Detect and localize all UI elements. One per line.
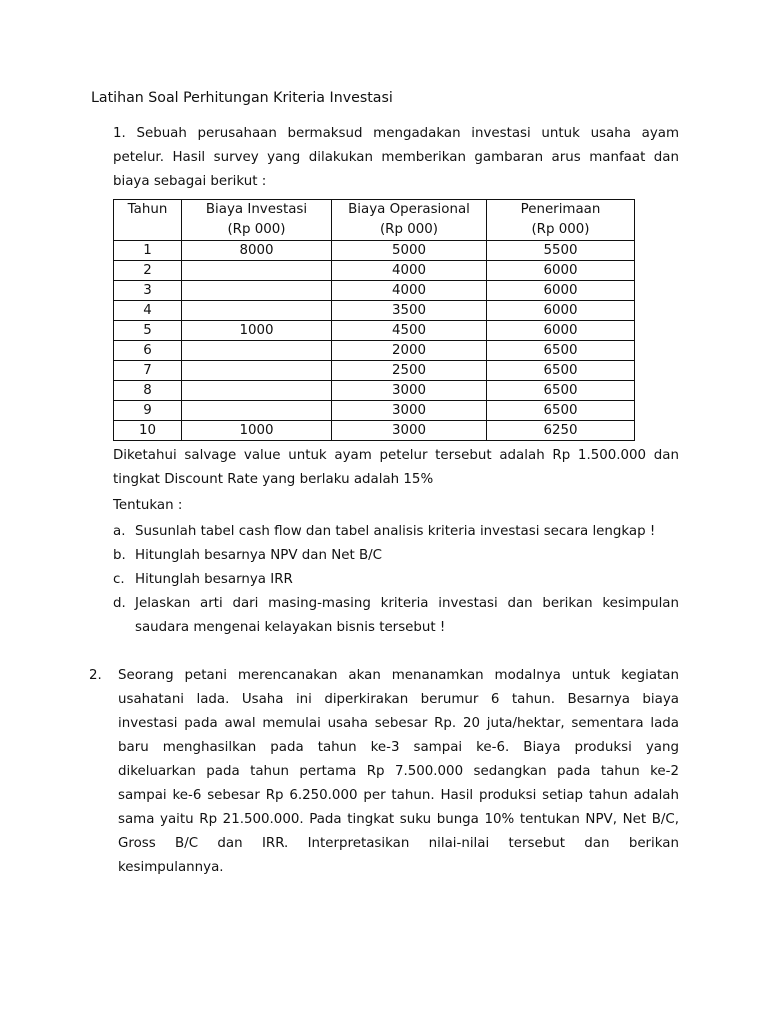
cell-investasi [182, 361, 332, 381]
table-row [114, 261, 635, 281]
problem-2-line: investasi pada awal memulai usaha sebesar Rp. 20 juta/hektar, sementara lada [118, 716, 679, 731]
tentukan-heading: Tentukan : [113, 498, 183, 513]
header-biaya-operasional: Biaya Operasional (Rp 000) [332, 200, 487, 241]
cell-operasional: 3500 [332, 301, 487, 321]
table-header-row [114, 200, 635, 241]
problem-2-line: Gross B/C dan IRR. Interpretasikan nilai-nilai tersebut dan berikan [118, 836, 679, 851]
cell-investasi: 1000 [182, 421, 332, 441]
task-label: b. [113, 548, 126, 563]
cell-operasional: 2500 [332, 361, 487, 381]
table-row [114, 321, 635, 341]
cell-tahun: 5 [114, 321, 182, 341]
list-item [113, 568, 679, 592]
table-row [114, 421, 635, 441]
problem-2-line: Seorang petani merencanakan akan menanamkan modalnya untuk kegiatan [118, 668, 679, 683]
cell-penerimaan: 6000 [487, 261, 635, 281]
header-penerimaan: Penerimaan (Rp 000) [487, 200, 635, 241]
task-text: Hitunglah besarnya NPV dan Net B/C [135, 548, 383, 563]
cell-penerimaan: 6500 [487, 381, 635, 401]
cell-investasi [182, 261, 332, 281]
cell-penerimaan: 6500 [487, 401, 635, 421]
task-label: c. [113, 572, 125, 587]
cell-operasional: 3000 [332, 421, 487, 441]
list-item [113, 592, 679, 640]
cell-investasi: 1000 [182, 321, 332, 341]
intro-line: biaya sebagai berikut : [113, 174, 267, 189]
cell-operasional: 5000 [332, 241, 487, 261]
problem-2-body [118, 664, 679, 880]
cell-investasi [182, 381, 332, 401]
cell-investasi [182, 341, 332, 361]
cell-penerimaan: 6500 [487, 341, 635, 361]
cell-tahun: 3 [114, 281, 182, 301]
cell-investasi [182, 401, 332, 421]
cell-investasi [182, 301, 332, 321]
task-label: a. [113, 524, 126, 539]
document-title: Latihan Soal Perhitungan Kriteria Investasi [91, 90, 393, 106]
cell-tahun: 10 [114, 421, 182, 441]
task-list [113, 520, 679, 640]
problem-1-intro [113, 122, 679, 194]
list-item [113, 544, 679, 568]
header-tahun: Tahun [114, 200, 182, 241]
cell-operasional: 4000 [332, 281, 487, 301]
cell-operasional: 4500 [332, 321, 487, 341]
task-text: Jelaskan arti dari masing-masing kriteria investasi dan berikan kesimpulan [135, 596, 679, 611]
problem-2-number: 2. [89, 668, 102, 683]
task-label: d. [113, 596, 126, 611]
table-row [114, 381, 635, 401]
cell-operasional: 4000 [332, 261, 487, 281]
problem-2-line: usahatani lada. Usaha ini diperkirakan berumur 6 tahun. Besarnya biaya [118, 692, 679, 707]
problem-2-line: dikeluarkan pada tahun pertama Rp 7.500.000 sedangkan pada tahun ke-2 [118, 764, 679, 779]
cell-tahun: 4 [114, 301, 182, 321]
cell-investasi: 8000 [182, 241, 332, 261]
cell-tahun: 9 [114, 401, 182, 421]
cell-penerimaan: 6000 [487, 281, 635, 301]
cell-tahun: 7 [114, 361, 182, 381]
table-row [114, 301, 635, 321]
cell-operasional: 2000 [332, 341, 487, 361]
cell-operasional: 3000 [332, 401, 487, 421]
cell-penerimaan: 5500 [487, 241, 635, 261]
intro-line: 1. Sebuah perusahaan bermaksud mengadakan investasi untuk usaha ayam [113, 126, 679, 141]
given-line: tingkat Discount Rate yang berlaku adalah 15% [113, 472, 434, 487]
cell-tahun: 8 [114, 381, 182, 401]
table-row [114, 361, 635, 381]
given-line: Diketahui salvage value untuk ayam petelur tersebut adalah Rp 1.500.000 dan [113, 448, 679, 463]
task-text: Hitunglah besarnya IRR [135, 572, 293, 587]
cash-flow-table [113, 199, 635, 441]
problem-2-line: baru menghasilkan pada tahun ke-3 sampai ke-6. Biaya produksi yang [118, 740, 679, 755]
intro-line: petelur. Hasil survey yang dilakukan memberikan gambaran arus manfaat dan [113, 150, 679, 165]
cell-penerimaan: 6000 [487, 321, 635, 341]
table-row [114, 281, 635, 301]
task-text: saudara mengenai kelayakan bisnis tersebut ! [135, 620, 446, 635]
list-item [113, 520, 679, 544]
cell-tahun: 2 [114, 261, 182, 281]
problem-2-line: sampai ke-6 sebesar Rp 6.250.000 per tahun. Hasil produksi setiap tahun adalah [118, 788, 679, 803]
problem-2-line: kesimpulannya. [118, 860, 224, 875]
cell-operasional: 3000 [332, 381, 487, 401]
cell-penerimaan: 6500 [487, 361, 635, 381]
header-biaya-investasi: Biaya Investasi (Rp 000) [182, 200, 332, 241]
table-row [114, 401, 635, 421]
cell-penerimaan: 6000 [487, 301, 635, 321]
problem-2-line: sama yaitu Rp 21.500.000. Pada tingkat suku bunga 10% tentukan NPV, Net B/C, [118, 812, 679, 827]
task-text: Susunlah tabel cash flow dan tabel analisis kriteria investasi secara lengkap ! [135, 524, 656, 539]
table-row [114, 241, 635, 261]
problem-1-given [113, 444, 679, 492]
cell-investasi [182, 281, 332, 301]
cell-penerimaan: 6250 [487, 421, 635, 441]
table-row [114, 341, 635, 361]
cell-tahun: 6 [114, 341, 182, 361]
cell-tahun: 1 [114, 241, 182, 261]
